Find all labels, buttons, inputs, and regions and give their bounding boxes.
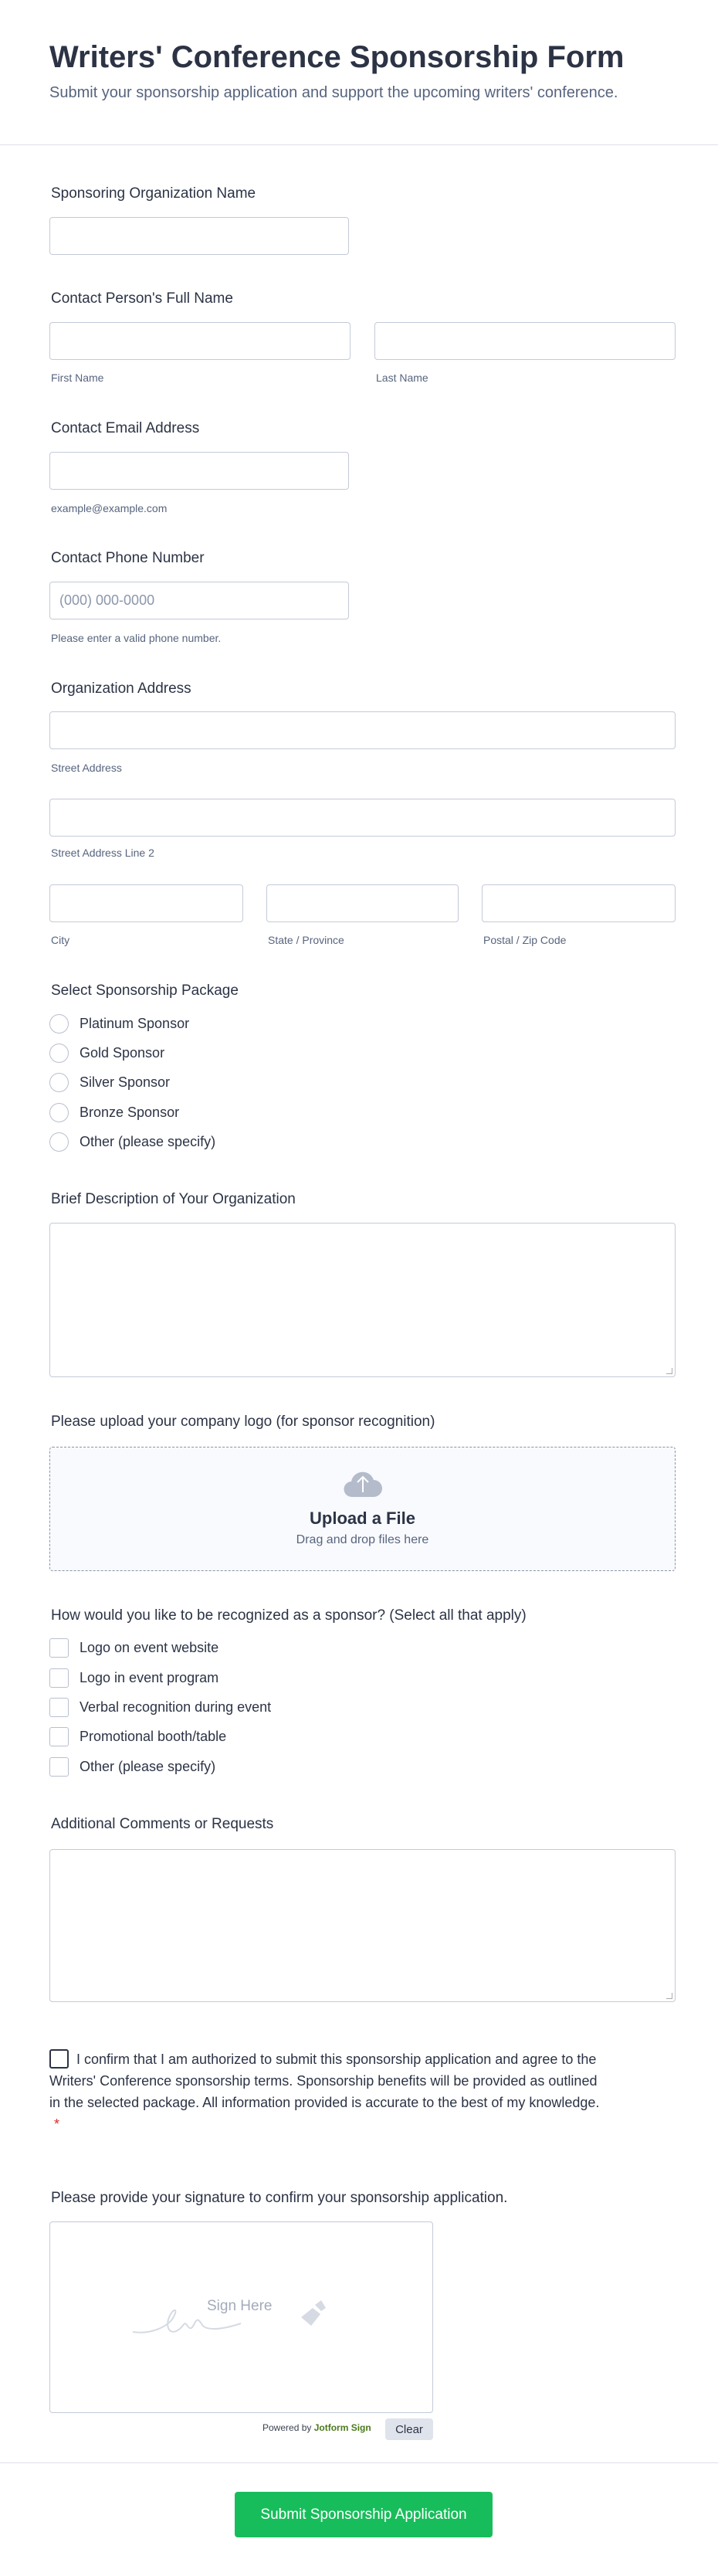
city-input[interactable] — [49, 884, 243, 922]
phone-label: Contact Phone Number — [51, 550, 205, 566]
page-subtitle: Submit your sponsorship application and support the upcoming writers' conference. — [49, 84, 618, 101]
header-divider — [0, 144, 718, 145]
signature-pen-icon — [131, 2296, 347, 2342]
checkbox[interactable] — [49, 1698, 69, 1717]
checkbox[interactable] — [49, 1668, 69, 1688]
option-label: Logo on event website — [80, 1640, 219, 1655]
recognition-option[interactable] — [49, 1638, 218, 1658]
option-label: Silver Sponsor — [80, 1074, 171, 1090]
jotform-sign-link[interactable]: Jotform Sign — [313, 2422, 371, 2433]
comments-textarea[interactable] — [49, 1849, 676, 2002]
option-label: Platinum Sponsor — [80, 1016, 190, 1031]
package-option[interactable] — [49, 1132, 215, 1152]
upload-title: Upload a File — [310, 1509, 415, 1528]
zip-sublabel: Postal / Zip Code — [483, 934, 567, 946]
option-label: Bronze Sponsor — [80, 1105, 180, 1120]
resize-handle[interactable] — [666, 1993, 672, 1999]
city-sublabel: City — [51, 934, 70, 946]
option-label: Verbal recognition during event — [80, 1699, 272, 1715]
recognition-label: How would you like to be recognized as a sponsor? (Select all that apply) — [51, 1607, 527, 1624]
checkbox[interactable] — [49, 1638, 69, 1658]
last-name-sublabel: Last Name — [376, 372, 428, 384]
first-name-input[interactable] — [49, 322, 351, 360]
package-label: Select Sponsorship Package — [51, 983, 239, 999]
address-label: Organization Address — [51, 680, 191, 697]
radio-button[interactable] — [49, 1132, 69, 1152]
street2-input[interactable] — [49, 799, 676, 837]
email-input[interactable] — [49, 452, 349, 490]
option-label: Logo in event program — [80, 1670, 219, 1685]
option-label: Gold Sponsor — [80, 1045, 165, 1061]
street2-sublabel: Street Address Line 2 — [51, 847, 154, 859]
page-title: Writers' Conference Sponsorship Form — [49, 40, 625, 74]
consent-text: I confirm that I am authorized to submit this sponsorship application and agree to the Writers' Conference sponsorship terms. Sponsorship benefits will be provided as outlined in the selected package. All information provided is accurate to the best of my knowledge. — [49, 2052, 600, 2110]
checkbox[interactable] — [49, 1757, 69, 1777]
recognition-option[interactable] — [49, 1727, 226, 1746]
radio-button[interactable] — [49, 1044, 69, 1063]
sign-here-placeholder: Sign Here — [207, 2298, 273, 2314]
org-name-label: Sponsoring Organization Name — [51, 185, 256, 202]
submit-button[interactable]: Submit Sponsorship Application — [235, 2492, 493, 2537]
upload-dropzone[interactable] — [49, 1447, 676, 1571]
signature-label: Please provide your signature to confirm your sponsorship application. — [51, 2190, 508, 2206]
zip-input[interactable] — [482, 884, 676, 922]
comments-label: Additional Comments or Requests — [51, 1816, 274, 1832]
option-label: Other (please specify) — [80, 1759, 216, 1774]
street-sublabel: Street Address — [51, 762, 122, 774]
option-label: Other (please specify) — [80, 1134, 216, 1149]
recognition-option[interactable] — [49, 1668, 218, 1688]
email-sublabel: example@example.com — [51, 502, 168, 514]
state-input[interactable] — [266, 884, 459, 922]
powered-by-text: Powered by — [262, 2422, 312, 2433]
last-name-input[interactable] — [374, 322, 676, 360]
package-option[interactable] — [49, 1014, 189, 1033]
email-label: Contact Email Address — [51, 420, 200, 436]
resize-handle[interactable] — [666, 1368, 672, 1374]
first-name-sublabel: First Name — [51, 372, 104, 384]
required-asterisk: * — [54, 2116, 60, 2132]
upload-hint: Drag and drop files here — [296, 1533, 429, 1546]
recognition-option[interactable] — [49, 1698, 271, 1717]
recognition-option[interactable] — [49, 1757, 215, 1777]
org-name-input[interactable] — [49, 217, 349, 255]
clear-signature-button[interactable]: Clear — [385, 2418, 433, 2440]
description-textarea[interactable] — [49, 1223, 676, 1377]
package-option[interactable] — [49, 1044, 164, 1063]
contact-name-label: Contact Person's Full Name — [51, 290, 233, 307]
radio-button[interactable] — [49, 1073, 69, 1092]
package-option[interactable] — [49, 1073, 170, 1092]
checkbox[interactable] — [49, 1727, 69, 1746]
phone-placeholder: (000) 000-0000 — [59, 592, 155, 608]
footer-divider — [0, 2462, 718, 2463]
consent-block — [49, 2048, 605, 2135]
option-label: Promotional booth/table — [80, 1729, 227, 1744]
phone-sublabel: Please enter a valid phone number. — [51, 632, 222, 644]
upload-label: Please upload your company logo (for sponsor recognition) — [51, 1414, 435, 1430]
phone-input[interactable] — [49, 582, 349, 619]
signature-pad[interactable] — [49, 2221, 433, 2413]
consent-checkbox[interactable] — [49, 2049, 69, 2069]
radio-button[interactable] — [49, 1103, 69, 1122]
street-input[interactable] — [49, 711, 676, 749]
package-option[interactable] — [49, 1103, 179, 1122]
state-sublabel: State / Province — [268, 934, 344, 946]
powered-by — [262, 2422, 371, 2433]
radio-button[interactable] — [49, 1014, 69, 1033]
description-label: Brief Description of Your Organization — [51, 1191, 296, 1207]
cloud-upload-icon — [343, 1464, 383, 1498]
